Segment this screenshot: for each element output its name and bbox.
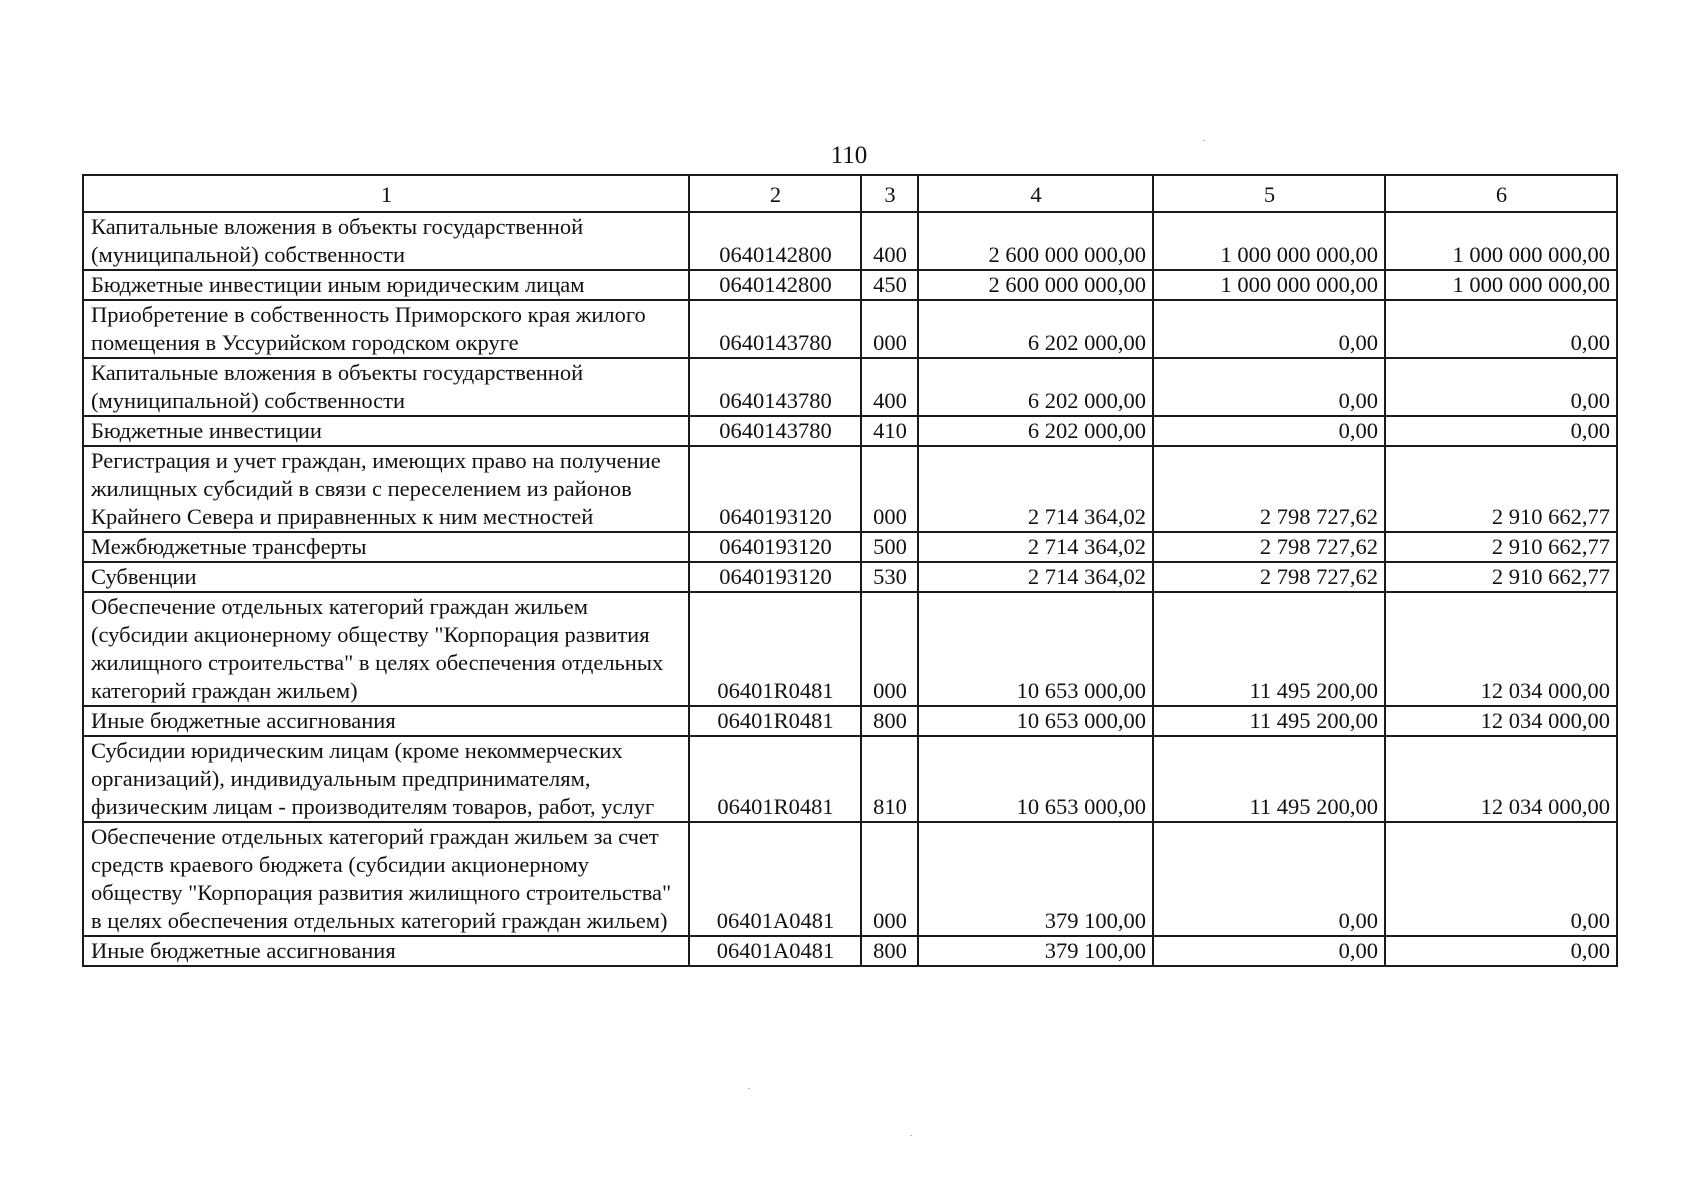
row-amount-col4-cell: 2 714 364,02: [918, 532, 1153, 562]
row-kind-cell: 450: [861, 270, 918, 300]
row-code-cell: 0640143780: [689, 358, 861, 416]
row-name-cell: Бюджетные инвестиции: [83, 416, 689, 446]
table-row: [83, 212, 1617, 270]
row-amount-col6-cell: 0,00: [1385, 358, 1617, 416]
row-amount-col4-cell: 6 202 000,00: [918, 416, 1153, 446]
row-amount-col4-cell: 10 653 000,00: [918, 736, 1153, 822]
row-amount-col5-cell: 0,00: [1153, 936, 1385, 966]
table-row: [83, 446, 1617, 532]
row-code-cell: 0640193120: [689, 532, 861, 562]
row-amount-col5-cell: 2 798 727,62: [1153, 446, 1385, 532]
row-amount-col5-cell: 2 798 727,62: [1153, 562, 1385, 592]
row-name-cell: Субвенции: [83, 562, 689, 592]
row-amount-col5-cell: 0,00: [1153, 822, 1385, 936]
row-name-cell: Бюджетные инвестиции иным юридическим лицам: [83, 270, 689, 300]
row-amount-col5-cell: 2 798 727,62: [1153, 532, 1385, 562]
row-amount-col6-cell: 2 910 662,77: [1385, 532, 1617, 562]
table-row: [83, 936, 1617, 966]
column-header-1: 1: [83, 175, 689, 212]
row-kind-cell: 000: [861, 446, 918, 532]
row-amount-col5-cell: 11 495 200,00: [1153, 736, 1385, 822]
row-name-cell: Обеспечение отдельных категорий граждан жильем (субсидии акционерному обществу "Корпорация развития жилищного строительства" в целях обеспечения отдельных категорий граждан жильем): [83, 592, 689, 706]
row-amount-col4-cell: 2 600 000 000,00: [918, 212, 1153, 270]
row-name-cell: Межбюджетные трансферты: [83, 532, 689, 562]
row-amount-col4-cell: 379 100,00: [918, 822, 1153, 936]
row-kind-cell: 800: [861, 936, 918, 966]
row-amount-col6-cell: 1 000 000 000,00: [1385, 270, 1617, 300]
table-row: [83, 736, 1617, 822]
row-name-cell: Капитальные вложения в объекты государственной (муниципальной) собственности: [83, 358, 689, 416]
table-body: [83, 212, 1617, 966]
row-amount-col6-cell: 0,00: [1385, 822, 1617, 936]
page-number: 110: [830, 142, 868, 169]
table-row: [83, 300, 1617, 358]
row-amount-col4-cell: 2 600 000 000,00: [918, 270, 1153, 300]
row-amount-col4-cell: 2 714 364,02: [918, 562, 1153, 592]
row-amount-col5-cell: 0,00: [1153, 300, 1385, 358]
row-name-cell: Обеспечение отдельных категорий граждан жильем за счет средств краевого бюджета (субсидии акционерному обществу "Корпорация развития жилищного строительства" в целях обеспечения отдельных категорий граждан жильем): [83, 822, 689, 936]
row-name-cell: Иные бюджетные ассигнования: [83, 936, 689, 966]
column-header-3: 3: [861, 175, 918, 212]
row-amount-col4-cell: 10 653 000,00: [918, 592, 1153, 706]
row-amount-col6-cell: 0,00: [1385, 416, 1617, 446]
table-row: [83, 562, 1617, 592]
row-amount-col4-cell: 6 202 000,00: [918, 358, 1153, 416]
row-code-cell: 06401R0481: [689, 736, 861, 822]
row-kind-cell: 000: [861, 300, 918, 358]
row-kind-cell: 810: [861, 736, 918, 822]
row-kind-cell: 500: [861, 532, 918, 562]
row-code-cell: 06401R0481: [689, 592, 861, 706]
scan-speck: [910, 1135, 912, 1136]
row-name-cell: Иные бюджетные ассигнования: [83, 706, 689, 736]
table-row: [83, 532, 1617, 562]
row-amount-col6-cell: 2 910 662,77: [1385, 446, 1617, 532]
row-code-cell: 06401A0481: [689, 822, 861, 936]
table-row: [83, 822, 1617, 936]
column-header-2: 2: [689, 175, 861, 212]
budget-table: [82, 174, 1618, 967]
row-kind-cell: 800: [861, 706, 918, 736]
row-amount-col5-cell: 0,00: [1153, 358, 1385, 416]
row-name-cell: Субсидии юридическим лицам (кроме некоммерческих организаций), индивидуальным предпринимателям, физическим лицам - производителям товаров, работ, услуг: [83, 736, 689, 822]
row-amount-col6-cell: 2 910 662,77: [1385, 562, 1617, 592]
row-amount-col4-cell: 6 202 000,00: [918, 300, 1153, 358]
row-code-cell: 0640142800: [689, 212, 861, 270]
row-kind-cell: 530: [861, 562, 918, 592]
row-amount-col6-cell: 1 000 000 000,00: [1385, 212, 1617, 270]
scan-speck: [1203, 140, 1205, 141]
row-amount-col5-cell: 0,00: [1153, 416, 1385, 446]
row-code-cell: 06401A0481: [689, 936, 861, 966]
row-kind-cell: 000: [861, 822, 918, 936]
row-amount-col6-cell: 12 034 000,00: [1385, 736, 1617, 822]
row-amount-col5-cell: 11 495 200,00: [1153, 592, 1385, 706]
column-header-4: 4: [918, 175, 1153, 212]
row-name-cell: Регистрация и учет граждан, имеющих право на получение жилищных субсидий в связи с переселением из районов Крайнего Севера и приравненных к ним местностей: [83, 446, 689, 532]
row-code-cell: 0640193120: [689, 446, 861, 532]
table-row: [83, 416, 1617, 446]
column-header-5: 5: [1153, 175, 1385, 212]
column-header-6: 6: [1385, 175, 1617, 212]
row-amount-col5-cell: 1 000 000 000,00: [1153, 212, 1385, 270]
row-amount-col4-cell: 2 714 364,02: [918, 446, 1153, 532]
row-amount-col5-cell: 11 495 200,00: [1153, 706, 1385, 736]
table-row: [83, 592, 1617, 706]
row-kind-cell: 400: [861, 358, 918, 416]
row-amount-col6-cell: 0,00: [1385, 300, 1617, 358]
row-amount-col6-cell: 12 034 000,00: [1385, 592, 1617, 706]
table-row: [83, 270, 1617, 300]
row-amount-col6-cell: 12 034 000,00: [1385, 706, 1617, 736]
row-amount-col4-cell: 379 100,00: [918, 936, 1153, 966]
table-row: [83, 706, 1617, 736]
header-row: [83, 175, 1617, 212]
row-name-cell: Капитальные вложения в объекты государственной (муниципальной) собственности: [83, 212, 689, 270]
scan-speck: [748, 1088, 750, 1089]
row-kind-cell: 410: [861, 416, 918, 446]
row-amount-col6-cell: 0,00: [1385, 936, 1617, 966]
row-kind-cell: 400: [861, 212, 918, 270]
row-amount-col5-cell: 1 000 000 000,00: [1153, 270, 1385, 300]
row-code-cell: 0640193120: [689, 562, 861, 592]
row-kind-cell: 000: [861, 592, 918, 706]
row-code-cell: 06401R0481: [689, 706, 861, 736]
row-code-cell: 0640143780: [689, 416, 861, 446]
row-name-cell: Приобретение в собственность Приморского края жилого помещения в Уссурийском городском округе: [83, 300, 689, 358]
row-amount-col4-cell: 10 653 000,00: [918, 706, 1153, 736]
table-row: [83, 358, 1617, 416]
row-code-cell: 0640143780: [689, 300, 861, 358]
row-code-cell: 0640142800: [689, 270, 861, 300]
